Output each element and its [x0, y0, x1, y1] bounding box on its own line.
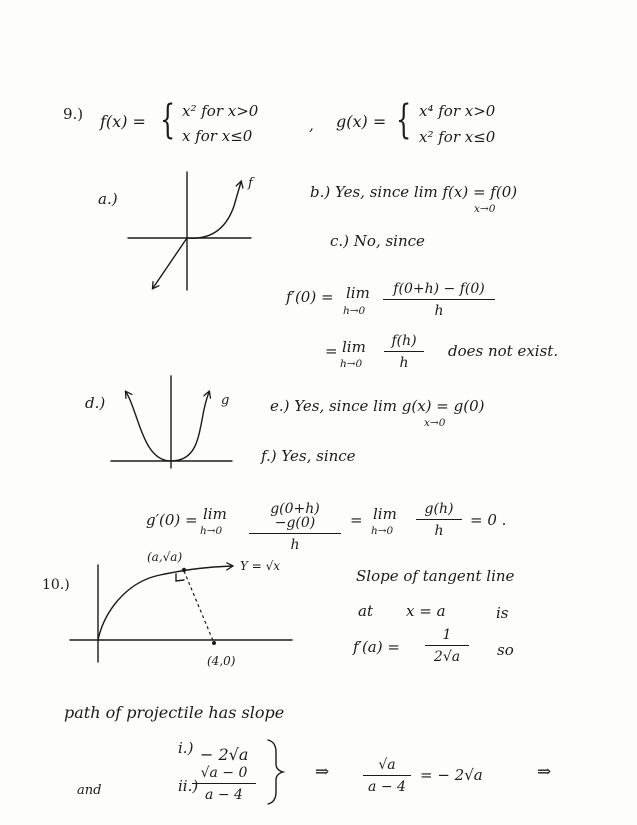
one-over-two-root-a-denominator: 2√a [433, 649, 461, 665]
graph-g-right-branch [171, 392, 209, 461]
projectile-path-dashed [184, 571, 214, 643]
f-case-2: x for x≤0 [182, 127, 253, 145]
fh-over-h-denominator: h [399, 355, 409, 371]
one-over-two-root-a [425, 628, 469, 664]
difference-quotient-f-denominator: h [434, 303, 444, 319]
gh-over-h [416, 502, 462, 538]
slope-x-equals-a: x = a [406, 602, 446, 620]
graph-g-label: g [221, 393, 230, 408]
lim-4: lim [373, 505, 397, 523]
does-not-exist: does not exist. [448, 342, 559, 360]
equals-2: = [350, 511, 363, 529]
g-prime-result: = 0 . [470, 511, 507, 529]
definition-comma: , [309, 116, 314, 134]
difference-quotient-f [383, 282, 495, 318]
graph-g [111, 376, 232, 468]
g-brace: { [396, 97, 412, 143]
graph-f [128, 172, 255, 290]
f-case-1: x² for x>0 [182, 102, 259, 120]
item-ii-numerator: √a − 0 [192, 766, 256, 784]
lim-1-subscript: h→0 [343, 305, 366, 317]
item-i-value: − 2√a [200, 745, 249, 764]
graph-sqrt [70, 565, 292, 662]
difference-quotient-g [249, 502, 341, 552]
fprime-a-lhs: f′(a) = [353, 638, 400, 656]
item-ii-denominator: a − 4 [205, 787, 243, 803]
implies-arrow-1: ⇒ [315, 762, 330, 782]
difference-quotient-f-numerator: f(0+h) − f(0) [383, 282, 495, 300]
right-angle-mark [176, 574, 184, 581]
graph-f-left-branch [153, 238, 187, 288]
graph-f-right-branch [187, 182, 241, 238]
implies-arrow-2: ⇒ [537, 762, 552, 782]
graph-sqrt-curve [98, 566, 232, 640]
fprime-0-lhs: f′(0) = [286, 288, 334, 306]
right-brace [268, 740, 283, 804]
difference-quotient-g-numerator: g(0+h)−g(0) [249, 502, 341, 534]
slope-is: is [496, 604, 509, 622]
difference-quotient-g-denominator: h [290, 537, 300, 553]
gh-over-h-denominator: h [434, 523, 444, 539]
path-of-projectile-text: path of projectile has slope [64, 703, 285, 722]
problem-10-number: 10.) [42, 577, 70, 593]
one-over-two-root-a-numerator: 1 [425, 628, 469, 646]
gh-over-h-numerator: g(h) [416, 502, 462, 520]
g-definition-lhs: g(x) = [336, 112, 387, 131]
point-a-sqrt-a-label: (a,√a) [147, 550, 183, 564]
lim-3-subscript: h→0 [200, 525, 223, 537]
lim-2-subscript: h→0 [340, 358, 363, 370]
result-fraction [363, 758, 411, 794]
fh-over-h-numerator: f(h) [384, 334, 424, 352]
graph-f-label: f [248, 176, 253, 191]
part-b-limit-subscript: x→0 [474, 203, 496, 215]
part-a-label: a.) [98, 190, 118, 208]
point-4-0-label: (4,0) [207, 654, 236, 668]
f-brace: { [160, 97, 176, 143]
part-b-text: b.) Yes, since lim f(x) = f(0) [310, 183, 518, 201]
part-e-limit-subscript: x→0 [424, 417, 446, 429]
slope-line-1: Slope of tangent line [356, 567, 515, 585]
result-numerator: √a [363, 758, 411, 776]
lim-1: lim [346, 284, 370, 302]
slope-at: at [358, 602, 373, 620]
g-case-2: x² for x≤0 [419, 128, 496, 146]
item-ii-label: ii.) [178, 777, 199, 795]
lim-4-subscript: h→0 [371, 525, 394, 537]
problem-9-number: 9.) [63, 105, 84, 123]
lim-3: lim [203, 505, 227, 523]
curve-equation-label: Y = √x [240, 559, 281, 573]
word-so: so [497, 641, 514, 659]
equals-1: = [325, 342, 338, 360]
graph-g-left-branch [126, 392, 171, 461]
item-i-label: i.) [178, 739, 194, 757]
lim-2: lim [342, 338, 366, 356]
part-d-label: d.) [85, 394, 106, 412]
result-denominator: a − 4 [368, 779, 406, 795]
gprime-0-lhs: g′(0) = [146, 511, 198, 529]
part-c-text: c.) No, since [330, 232, 425, 250]
item-ii-fraction [192, 766, 256, 802]
result-rhs: = − 2√a [420, 766, 483, 784]
g-case-1: x⁴ for x>0 [419, 102, 496, 120]
part-f-text: f.) Yes, since [261, 447, 356, 465]
origin-point [212, 641, 216, 645]
part-e-text: e.) Yes, since lim g(x) = g(0) [270, 397, 485, 415]
word-and: and [77, 783, 102, 798]
f-definition-lhs: f(x) = [100, 112, 146, 131]
fh-over-h [384, 334, 424, 370]
